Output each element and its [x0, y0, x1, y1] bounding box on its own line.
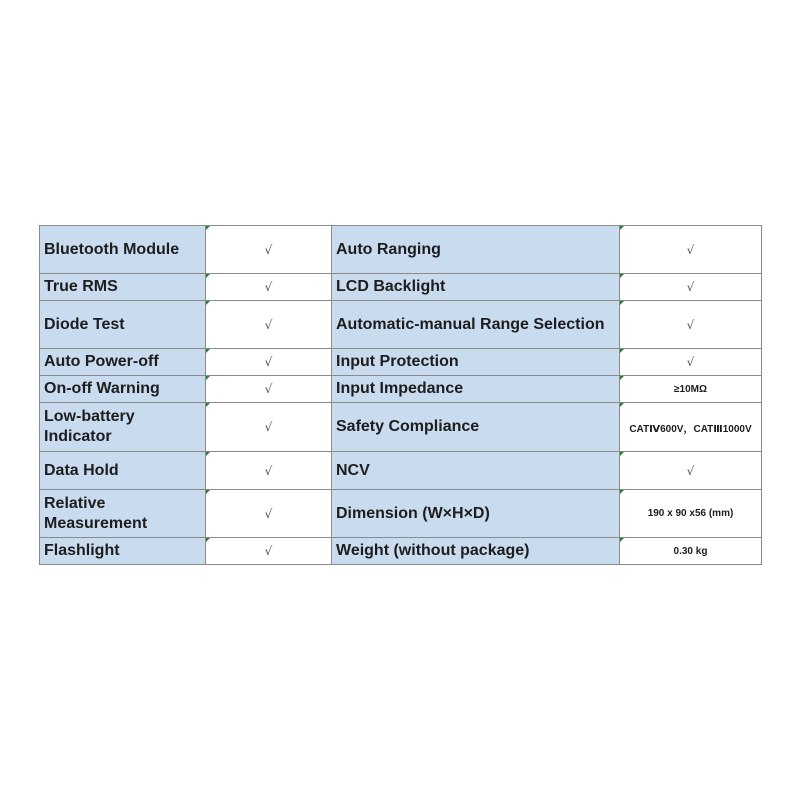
check-mark: √ [620, 452, 762, 490]
table-row [40, 226, 762, 274]
feature-label: Input Protection [332, 349, 620, 376]
table-row [40, 452, 762, 490]
feature-label: Weight (without package) [332, 538, 620, 565]
feature-label: Dimension (W×H×D) [332, 490, 620, 538]
check-mark: √ [620, 349, 762, 376]
feature-label: Bluetooth Module [40, 226, 206, 274]
check-mark: √ [620, 226, 762, 274]
table-row [40, 274, 762, 301]
feature-label: Diode Test [40, 301, 206, 349]
feature-label: Relative Measurement [40, 490, 206, 538]
spec-value: CATⅣ600V，CATⅢ1000V [620, 403, 762, 452]
check-mark: √ [206, 376, 332, 403]
check-mark: √ [206, 274, 332, 301]
feature-label: On-off Warning [40, 376, 206, 403]
feature-label: LCD Backlight [332, 274, 620, 301]
check-mark: √ [206, 403, 332, 452]
check-mark: √ [206, 226, 332, 274]
check-mark: √ [206, 490, 332, 538]
feature-label: Flashlight [40, 538, 206, 565]
check-mark: √ [206, 452, 332, 490]
feature-label: Safety Compliance [332, 403, 620, 452]
table-row [40, 490, 762, 538]
check-mark: √ [206, 349, 332, 376]
table-row [40, 538, 762, 565]
feature-label: NCV [332, 452, 620, 490]
spec-value: 0.30 kg [620, 538, 762, 565]
table-row [40, 403, 762, 452]
feature-label: Auto Ranging [332, 226, 620, 274]
spec-value: ≥10MΩ [620, 376, 762, 403]
feature-label: Input Impedance [332, 376, 620, 403]
check-mark: √ [206, 538, 332, 565]
check-mark: √ [620, 301, 762, 349]
table-row [40, 301, 762, 349]
check-mark: √ [206, 301, 332, 349]
feature-label: Low-battery Indicator [40, 403, 206, 452]
table-row [40, 376, 762, 403]
feature-label: Automatic-manual Range Selection [332, 301, 620, 349]
feature-label: Auto Power-off [40, 349, 206, 376]
spec-value: 190 x 90 x56 (mm) [620, 490, 762, 538]
feature-label: True RMS [40, 274, 206, 301]
check-mark: √ [620, 274, 762, 301]
feature-label: Data Hold [40, 452, 206, 490]
spec-table [39, 225, 762, 565]
table-row [40, 349, 762, 376]
